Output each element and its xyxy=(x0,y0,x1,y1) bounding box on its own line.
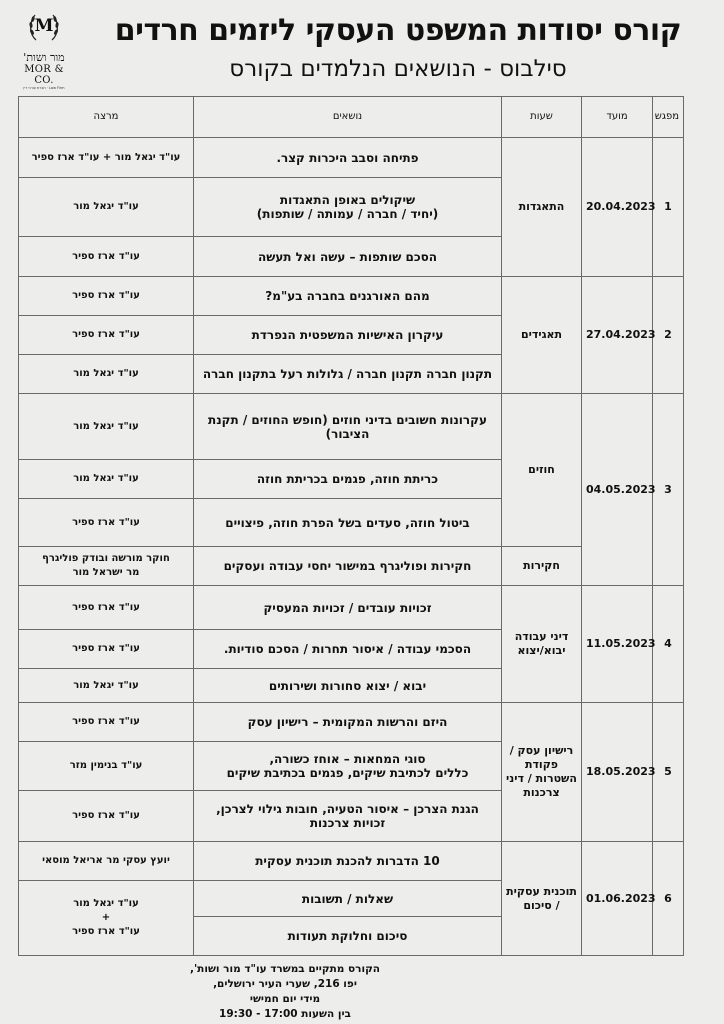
topic-cell: 10 הדברות להכנת תוכנית עסקית xyxy=(194,842,502,881)
topic-cell: יבוא / יצוא סחורות ושירותים xyxy=(194,669,502,703)
lecturer-cell: עו"ד יגאל מור + עו"ד ארז ספיר xyxy=(19,138,194,178)
topic-cell: סיכום וחלוקת תעודות xyxy=(194,917,502,956)
table-row xyxy=(19,703,684,742)
lecturer-cell: עו"ד יגאל מור xyxy=(19,460,194,499)
lecturer-cell: יועץ עסקי מר אריאל מוסאי xyxy=(19,842,194,881)
course-location-note xyxy=(100,962,470,1022)
lecturer-cell: עו"ד ארז ספיר xyxy=(19,703,194,742)
session-date: 18.05.2023 xyxy=(582,703,653,842)
session-subject: תוכנית עסקית / סיכום xyxy=(502,842,582,956)
firm-logo xyxy=(14,10,74,91)
topic-cell: היזם והרשות המקומית – רישיון עסק xyxy=(194,703,502,742)
topic-cell: שיקולים באופן התאגדות (יחיד / חברה / עמותה / שותפות) xyxy=(194,178,502,237)
topic-cell: פתיחה וסבב היכרות קצר. xyxy=(194,138,502,178)
table-header-row xyxy=(19,97,684,138)
header-date: מועד xyxy=(582,97,653,138)
session-subject: חוזים xyxy=(502,394,582,547)
topic-cell: הסכמי עבודה / איסור תחרות / הסכם סודיות. xyxy=(194,630,502,669)
lecturer-cell: עו"ד בנימין מזר xyxy=(19,742,194,791)
header-hours: שעות xyxy=(502,97,582,138)
lecturer-cell: עו"ד ארז ספיר xyxy=(19,277,194,316)
topic-cell: ביטול חוזה, סעדים בשל הפרת חוזה, פיצויים xyxy=(194,499,502,547)
header-lecturer: מרצה xyxy=(19,97,194,138)
session-subject: דיני עבודה יבוא/יצוא xyxy=(502,586,582,703)
session-number: 6 xyxy=(653,842,684,956)
lecturer-cell: עו"ד ארז ספיר xyxy=(19,586,194,630)
topic-cell: כריתת חוזה, פגמים בכריתת חוזה xyxy=(194,460,502,499)
lecturer-cell: עו"ד יגאל מור xyxy=(19,669,194,703)
session-subject: התאגדות xyxy=(502,138,582,277)
lecturer-cell: עו"ד ארז ספיר xyxy=(19,237,194,277)
laurel-wreath-icon xyxy=(27,10,61,44)
logo-tagline: Law Firm · חברת עורכי דין xyxy=(23,86,65,90)
table-row xyxy=(19,138,684,178)
logo-name-english: MOR & CO. xyxy=(24,64,64,86)
lecturer-cell: עו"ד ארז ספיר xyxy=(19,499,194,547)
session-date: 01.06.2023 xyxy=(582,842,653,956)
session-date: 11.05.2023 xyxy=(582,586,653,703)
footer-line: יפו 216, שערי העיר ירושלים, xyxy=(213,978,357,990)
topic-cell: שאלות / תשובות xyxy=(194,881,502,917)
page-subtitle: סילבוס - הנושאים הנלמדים בקורס xyxy=(229,56,567,82)
lecturer-cell: עו"ד יגאל מור + עו"ד ארז ספיר xyxy=(19,881,194,956)
topic-cell: עיקרון האישיות המשפטית הנפרדת xyxy=(194,316,502,355)
topic-cell: סוגי המחאות – אוחז כשורה, כללים לכתיבת שיקים, פגמים בכתיבת שיקים xyxy=(194,742,502,791)
logo-letter: M xyxy=(34,16,54,36)
header-session: מפגש xyxy=(653,97,684,138)
lecturer-cell: עו"ד ארז ספיר xyxy=(19,630,194,669)
footer-line: בין השעות 17:00 - 19:30 xyxy=(219,1008,351,1020)
topic-cell: הגנת הצרכן – איסור הטעיה, חובות גילוי לצרכן, זכויות צרכנות xyxy=(194,791,502,842)
lecturer-cell: עו"ד יגאל מור xyxy=(19,355,194,394)
session-subject: רישיון עסק / פקודת השטרות / דיני צרכנות xyxy=(502,703,582,842)
lecturer-cell: עו"ד ארז ספיר xyxy=(19,316,194,355)
session-date: 20.04.2023 xyxy=(582,138,653,277)
session-date: 27.04.2023 xyxy=(582,277,653,394)
syllabus-table xyxy=(18,96,684,956)
topic-cell: זכויות עובדים / זכויות המעסיק xyxy=(194,586,502,630)
session-number: 1 xyxy=(653,138,684,277)
topic-cell: חקירות ופוליגרף במישור יחסי עבודה ועסקים xyxy=(194,547,502,586)
table-row xyxy=(19,277,684,316)
footer-line: מידי יום חמישי xyxy=(249,993,321,1005)
table-row xyxy=(19,842,684,881)
session-number: 4 xyxy=(653,586,684,703)
topic-cell: הסכם שותפות – עשה ואל תעשה xyxy=(194,237,502,277)
session-number: 2 xyxy=(653,277,684,394)
topic-cell: עקרונות חשובים בדיני חוזים (חופש החוזים / תקנת הציבור) xyxy=(194,394,502,460)
session-date: 04.05.2023 xyxy=(582,394,653,586)
topic-cell: תקנון חברה תקנון חברה / גלולות רעל בתקנון חברה xyxy=(194,355,502,394)
logo-name-hebrew: מור ושות' xyxy=(23,51,65,64)
lecturer-cell: עו"ד יגאל מור xyxy=(19,394,194,460)
session-number: 5 xyxy=(653,703,684,842)
session-subject: חקירות xyxy=(502,547,582,586)
table-row xyxy=(19,394,684,460)
session-number: 3 xyxy=(653,394,684,586)
lecturer-cell: חוקר מורשה ובודק פוליגרף מר ישראל מור xyxy=(19,547,194,586)
table-row xyxy=(19,586,684,630)
lecturer-cell: עו"ד ארז ספיר xyxy=(19,791,194,842)
lecturer-cell: עו"ד יגאל מור xyxy=(19,178,194,237)
topic-cell: מהם האורגנים בחברה בע"מ? xyxy=(194,277,502,316)
page-title: קורס יסודות המשפט העסקי ליזמים חרדים xyxy=(114,13,682,48)
header-topics: נושאים xyxy=(194,97,502,138)
footer-line: הקורס מתקיים במשרד עו"ד מור ושות', xyxy=(189,963,381,975)
session-subject: תאגידים xyxy=(502,277,582,394)
